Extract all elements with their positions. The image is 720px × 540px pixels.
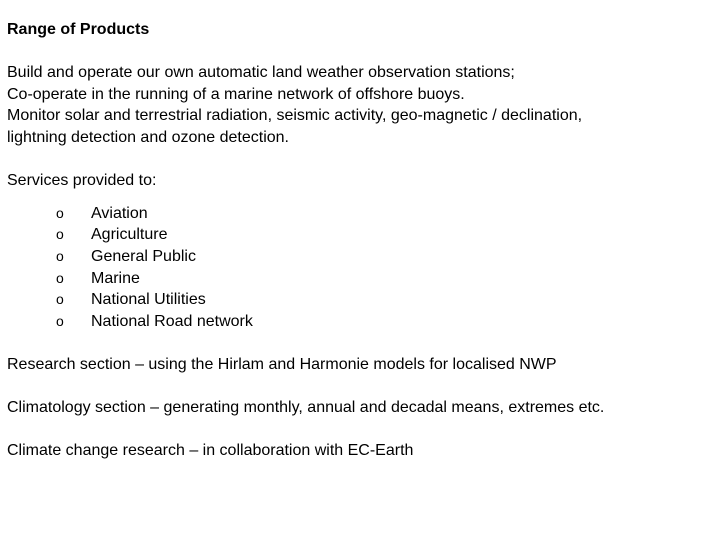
intro-line: Co-operate in the running of a marine network of offshore buoys. — [7, 85, 465, 103]
spacer — [7, 192, 713, 203]
spacer — [7, 41, 713, 63]
intro-paragraph — [7, 62, 713, 148]
intro-line: Monitor solar and terrestrial radiation, seismic activity, geo-magnetic / declination, — [7, 107, 583, 125]
bullet-icon: o — [56, 204, 64, 221]
list-item — [7, 289, 713, 311]
bullet-icon: o — [56, 269, 64, 286]
bullet-icon: o — [56, 247, 64, 264]
document-body — [7, 19, 713, 462]
page-title: Range of Products — [7, 21, 150, 38]
climate-change-paragraph: Climate change research – in collaboration with EC-Earth — [7, 442, 414, 460]
list-item — [7, 311, 713, 333]
services-list — [7, 203, 713, 333]
bullet-icon: o — [56, 226, 64, 243]
intro-line: lightning detection and ozone detection. — [7, 128, 289, 146]
service-item-label: Agriculture — [91, 226, 168, 244]
spacer — [7, 376, 713, 398]
service-item-label: Marine — [91, 269, 140, 287]
bullet-icon: o — [56, 312, 64, 329]
intro-line: Build and operate our own automatic land weather observation stations; — [7, 64, 515, 82]
service-item-label: National Utilities — [91, 291, 206, 309]
service-item-label: National Road network — [91, 312, 253, 330]
climatology-paragraph: Climatology section – generating monthly, annual and decadal means, extremes etc. — [7, 399, 605, 417]
spacer — [7, 332, 713, 354]
list-item — [7, 246, 713, 268]
bullet-icon: o — [56, 291, 64, 308]
service-item-label: General Public — [91, 247, 196, 265]
service-item-label: Aviation — [91, 204, 148, 222]
research-paragraph: Research section – using the Hirlam and Harmonie models for localised NWP — [7, 355, 557, 373]
list-item — [7, 268, 713, 290]
list-item — [7, 203, 713, 225]
list-item — [7, 224, 713, 246]
spacer — [7, 419, 713, 441]
spacer — [7, 149, 713, 171]
services-heading: Services provided to: — [7, 172, 157, 190]
